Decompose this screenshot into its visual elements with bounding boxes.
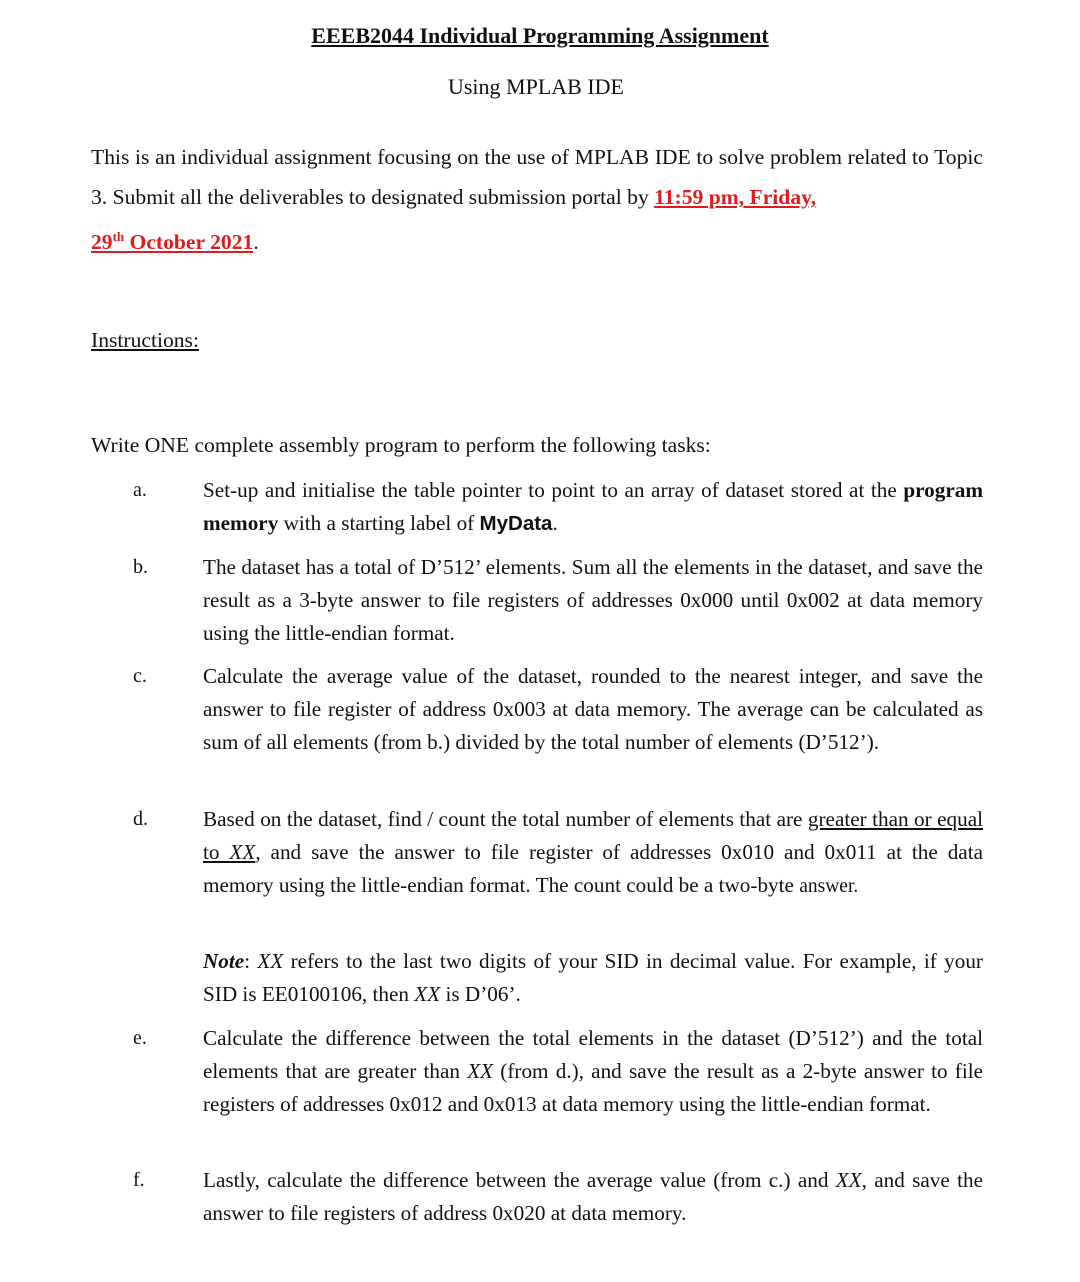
task-e [91, 1022, 983, 1120]
task-text: Calculate the difference between the total elements in the dataset (D’512’) and the total elements that are greater than XX (from d.), and save the result as a 2-byte answer to file registers of addresses 0x012 and 0x013 at data memory using the little-endian format. [203, 1026, 983, 1116]
task-c [91, 660, 983, 758]
task-f [91, 1164, 983, 1230]
task-note [91, 945, 983, 1011]
page-title: EEEB2044 Individual Programming Assignment [311, 23, 769, 48]
task-d [91, 803, 983, 903]
task-text: Based on the dataset, find / count the total number of elements that are greater than or equal to XX, and save the answer to file register of addresses 0x010 and 0x011 at the data memory using the little-endian format. The count could be a two-byte answer. [203, 807, 984, 897]
task-text: Lastly, calculate the difference between the average value (from c.) and XX, and save the answer to file registers of address 0x020 at data memory. [203, 1168, 983, 1225]
task-text: Set-up and initialise the table pointer to point to an array of dataset stored at the program memory with a starting label of MyData. [203, 478, 983, 535]
task-a [91, 474, 983, 541]
task-b [91, 551, 983, 649]
task-text: Calculate the average value of the dataset, rounded to the nearest integer, and save the answer to file register of address 0x003 at data memory. The average can be calculated as sum of all elements (from b.) divided by the total number of elements (D’512’). [203, 664, 983, 754]
task-letter: b. [133, 556, 148, 578]
intro-paragraph: This is an individual assignment focusing on the use of MPLAB IDE to solve problem related to Topic 3. Submit all the deliverables to designated submission portal by 11:59 pm, Friday, 29th October 2021. [91, 145, 983, 255]
task-text: The dataset has a total of D’512’ elements. Sum all the elements in the dataset, and save the result as a 3-byte answer to file registers of addresses 0x000 until 0x002 at data memory using the little-endian format. [203, 555, 983, 645]
tasks-lead: Write ONE complete assembly program to perform the following tasks: [91, 433, 711, 457]
task-letter: c. [133, 665, 147, 687]
note-text: Note: XX refers to the last two digits of your SID in decimal value. For example, if your SID is EE0100106, then XX is D’06’. [203, 949, 983, 1006]
task-letter: a. [133, 479, 147, 501]
instructions-heading: Instructions: [91, 328, 199, 352]
deadline: 11:59 pm, Friday, 29th October 2021 [91, 185, 817, 255]
task-letter: f. [133, 1169, 145, 1191]
page-subtitle: Using MPLAB IDE [447, 74, 624, 99]
task-letter: d. [133, 808, 148, 830]
task-letter: e. [133, 1027, 147, 1049]
